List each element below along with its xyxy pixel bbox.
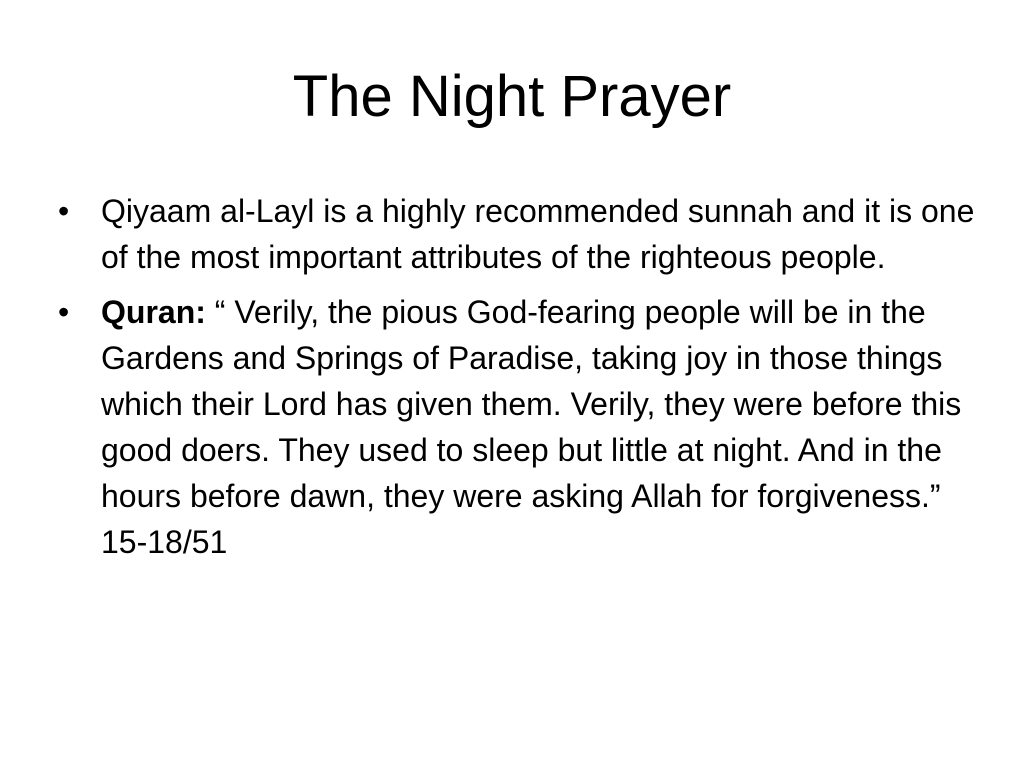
slide-title: The Night Prayer bbox=[292, 64, 732, 129]
bullet-list bbox=[58, 188, 978, 574]
bullet-marker: • bbox=[58, 193, 70, 229]
bullet-lead-label: Quran: bbox=[101, 294, 206, 330]
bullet-text: Qiyaam al-Layl is a highly recommended sunnah and it is one of the most important attributes of the righteous people. bbox=[101, 193, 975, 275]
bullet-item-qiyaam bbox=[58, 188, 978, 280]
bullet-item-quran bbox=[58, 289, 978, 565]
bullet-marker: • bbox=[58, 294, 70, 330]
bullet-text: “ Verily, the pious God-fearing people will be in the Gardens and Springs of Paradise, taking joy in those things which their Lord has given them. Verily, they were before this good doers. They used to sleep but little at night. And in the hours before dawn, they were asking Allah for forgiveness.” 15-18/51 bbox=[101, 294, 962, 560]
